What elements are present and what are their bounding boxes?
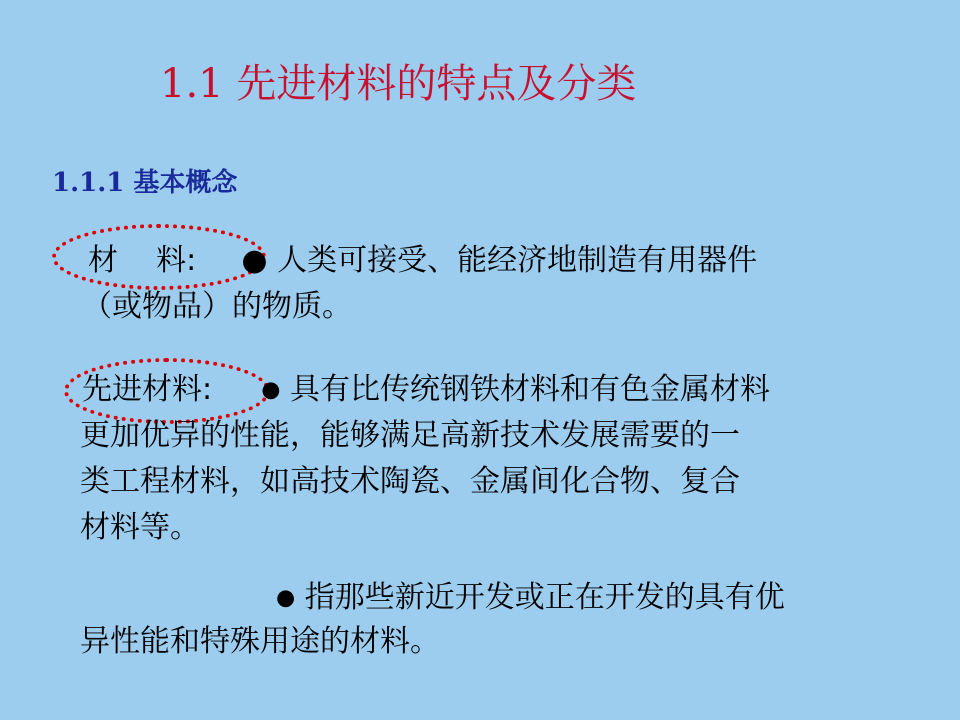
material-definition-line-2: （或物品）的物质。 bbox=[82, 289, 352, 324]
bullet-icon: ● bbox=[261, 377, 281, 403]
advanced-2-definition-line-2: 异性能和特殊用途的材料。 bbox=[80, 624, 440, 659]
advanced-definition-line-4: 材料等。 bbox=[80, 510, 200, 545]
material-definition-line-1: 人类可接受、能经济地制造有用器件 bbox=[277, 243, 758, 278]
advanced-2-definition-line-1: 指那些新近开发或正在开发的具有优 bbox=[304, 580, 785, 615]
material-line-1 bbox=[88, 243, 757, 279]
advanced-definition-line-3: 类工程材料，如高技术陶瓷、金属间化合物、复合 bbox=[80, 464, 740, 499]
advanced-definition-line-1: 具有比传统钢铁材料和有色金属材料 bbox=[289, 372, 770, 407]
bullet-icon: ● bbox=[241, 243, 268, 278]
advanced-2-line-1 bbox=[276, 580, 785, 617]
advanced-material-term: 先进材料: bbox=[82, 372, 213, 407]
bullet-icon: ● bbox=[276, 585, 296, 611]
material-term: 材 料: bbox=[88, 243, 197, 278]
section-subtitle: 1.1.1 基本概念 bbox=[52, 168, 238, 198]
advanced-line-1 bbox=[82, 372, 770, 409]
slide-title: 1.1 先进材料的特点及分类 bbox=[160, 61, 637, 107]
advanced-definition-line-2: 更加优异的性能，能够满足高新技术发展需要的一 bbox=[80, 418, 740, 453]
